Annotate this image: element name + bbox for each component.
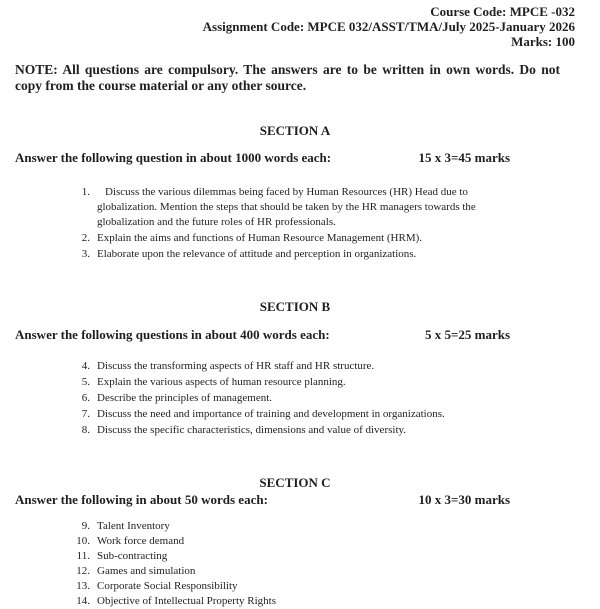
section-b-marks: 5 x 5=25 marks bbox=[424, 327, 510, 342]
section-a-instruction-row bbox=[15, 150, 575, 165]
note-line-1: NOTE: All questions are compulsory. The answers are to be written in own words. Do not bbox=[15, 62, 560, 77]
question-number: 3. bbox=[81, 248, 90, 260]
question-row bbox=[60, 519, 575, 534]
question-row bbox=[60, 423, 575, 438]
question-row bbox=[60, 247, 575, 262]
section-c-instruction: Answer the following in about 50 words each: bbox=[15, 492, 268, 507]
question-text: Discuss the various dilemmas being faced by Human Resources (HR) Head due to globalization. Mention the steps that should be taken by the HR managers towards the globalization and the future roles of HR professionals. bbox=[97, 186, 476, 228]
question-text: Discuss the need and importance of training and development in organizations. bbox=[97, 408, 445, 420]
note-paragraph bbox=[15, 62, 560, 93]
question-row bbox=[60, 564, 575, 579]
question-text: Discuss the transforming aspects of HR staff and HR structure. bbox=[97, 360, 375, 372]
question-text: Work force demand bbox=[97, 535, 185, 547]
section-a bbox=[15, 123, 575, 262]
section-b-instruction: Answer the following questions in about 400 words each: bbox=[15, 327, 330, 342]
question-row bbox=[60, 231, 575, 246]
question-text: Elaborate upon the relevance of attitude and perception in organizations. bbox=[97, 248, 417, 260]
question-number: 7. bbox=[81, 408, 90, 420]
question-number: 11. bbox=[76, 550, 90, 562]
section-c-questions bbox=[60, 519, 575, 609]
question-row bbox=[60, 185, 575, 230]
question-number: 5. bbox=[81, 376, 90, 388]
question-row bbox=[60, 359, 575, 374]
question-text: Sub-contracting bbox=[97, 550, 168, 562]
question-number: 8. bbox=[81, 424, 90, 436]
section-b bbox=[15, 299, 575, 438]
section-b-title: SECTION B bbox=[259, 299, 331, 314]
question-row bbox=[60, 594, 575, 609]
note-line-2: copy from the course material or any other source. bbox=[15, 77, 307, 93]
assignment-code-line: Assignment Code: MPCE 032/ASST/TMA/July 2025-January 2026 bbox=[202, 19, 575, 34]
section-c-instruction-row bbox=[15, 492, 575, 507]
question-number: 1. bbox=[81, 186, 90, 198]
section-a-instruction: Answer the following question in about 1000 words each: bbox=[15, 150, 332, 165]
question-row bbox=[60, 391, 575, 406]
question-text: Explain the various aspects of human resource planning. bbox=[97, 376, 346, 388]
question-number: 14. bbox=[76, 595, 90, 607]
question-number: 4. bbox=[81, 360, 90, 372]
section-a-title: SECTION A bbox=[259, 123, 331, 138]
total-marks-line: Marks: 100 bbox=[511, 34, 575, 49]
question-text: Describe the principles of management. bbox=[97, 392, 273, 404]
question-row bbox=[60, 407, 575, 422]
question-number: 9. bbox=[81, 520, 90, 532]
question-number: 12. bbox=[76, 565, 90, 577]
section-a-questions bbox=[60, 185, 575, 262]
section-a-marks: 15 x 3=45 marks bbox=[418, 150, 510, 165]
document-header bbox=[15, 4, 575, 49]
question-number: 10. bbox=[76, 535, 90, 547]
question-text: Corporate Social Responsibility bbox=[97, 580, 238, 592]
question-row bbox=[60, 549, 575, 564]
question-number: 2. bbox=[81, 232, 90, 244]
question-text: Explain the aims and functions of Human Resource Management (HRM). bbox=[97, 232, 423, 244]
section-b-questions bbox=[60, 359, 575, 438]
section-c bbox=[15, 475, 575, 609]
question-number: 6. bbox=[81, 392, 90, 404]
section-b-instruction-row bbox=[15, 327, 575, 342]
question-text: Discuss the specific characteristics, dimensions and value of diversity. bbox=[97, 424, 407, 436]
section-c-title: SECTION C bbox=[259, 475, 331, 490]
question-row bbox=[60, 534, 575, 549]
question-row bbox=[60, 579, 575, 594]
question-text: Games and simulation bbox=[97, 565, 196, 577]
question-number: 13. bbox=[76, 580, 90, 592]
course-code-line: Course Code: MPCE -032 bbox=[430, 4, 575, 19]
question-text: Objective of Intellectual Property Rights bbox=[97, 595, 277, 607]
question-text: Talent Inventory bbox=[97, 520, 170, 532]
question-row bbox=[60, 375, 575, 390]
section-c-marks: 10 x 3=30 marks bbox=[418, 492, 510, 507]
